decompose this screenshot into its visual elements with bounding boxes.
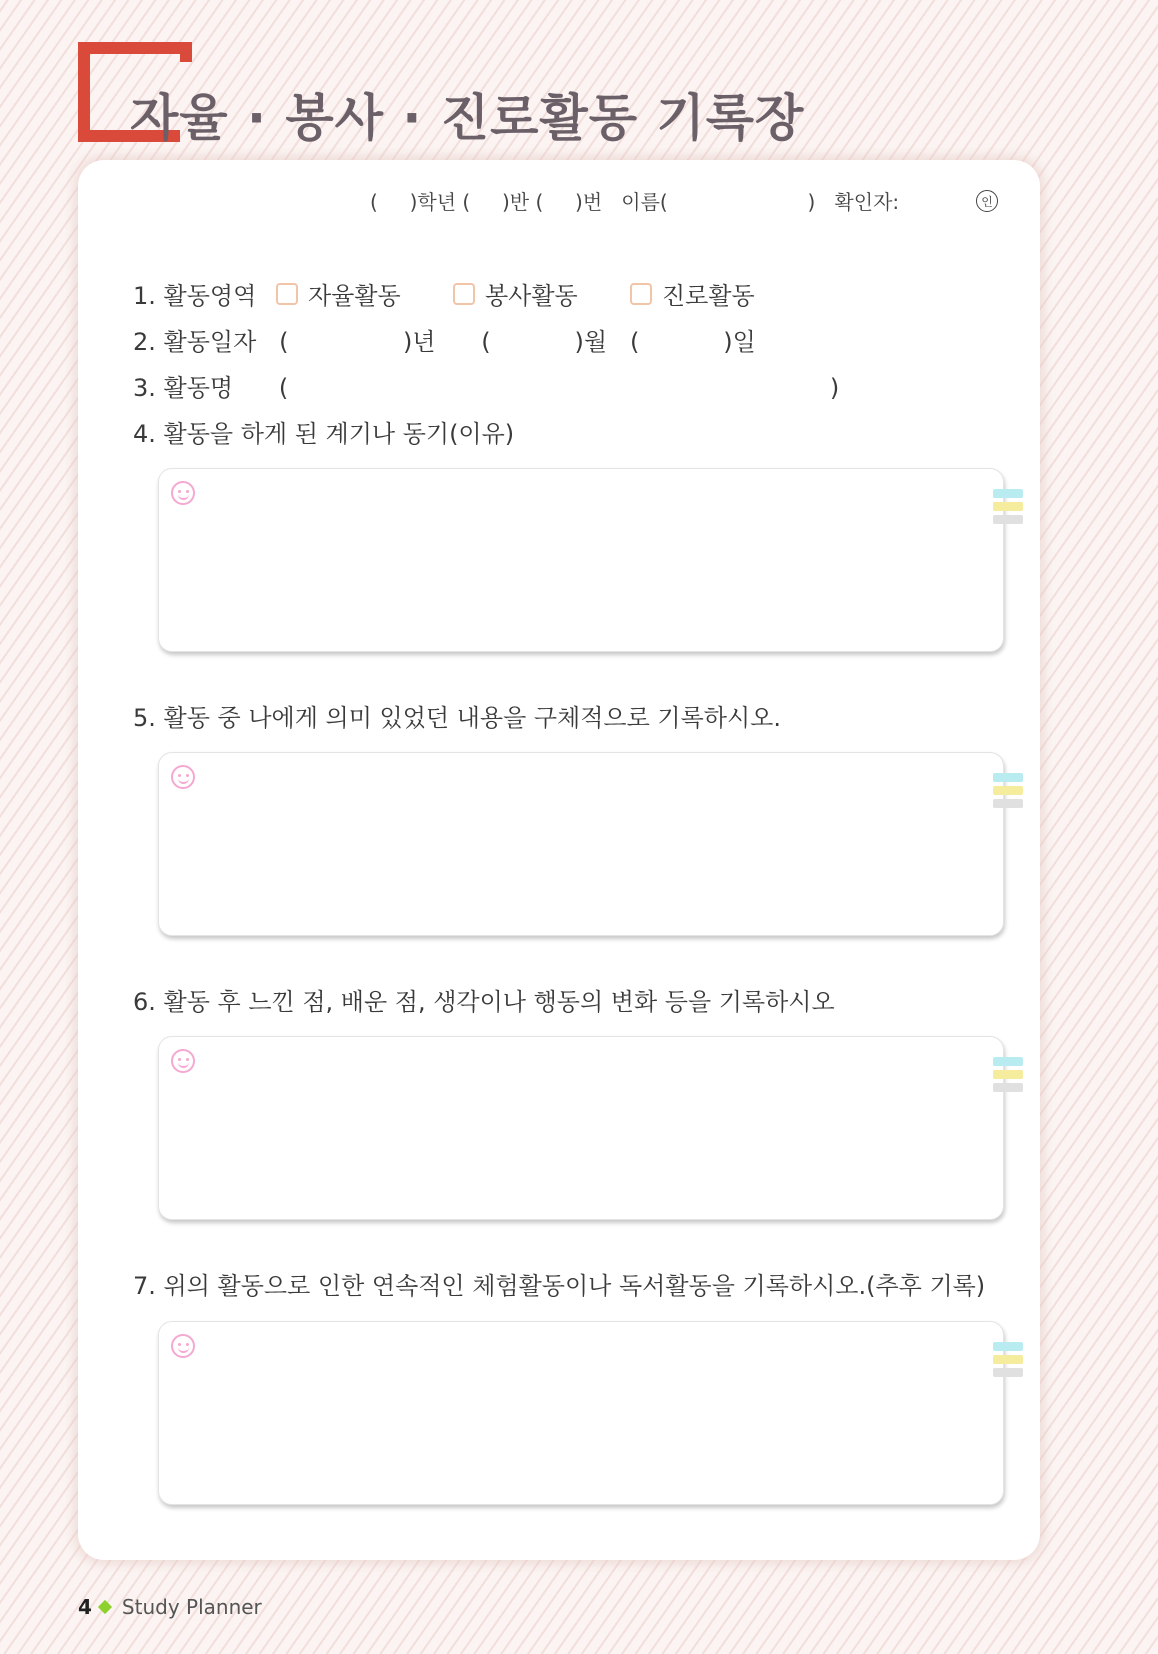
index-tabs-decoration bbox=[993, 1057, 1025, 1101]
student-info-line: ( )학년 ( )반 ( )번 이름( ) 확인자: bbox=[370, 190, 900, 214]
answer-box-4[interactable] bbox=[158, 468, 1004, 652]
answer-box-5[interactable] bbox=[158, 752, 1004, 936]
activity-name-row: 3. 활동명 ( ) bbox=[133, 374, 840, 402]
question-4: 4. 활동을 하게 된 계기나 동기(이유) bbox=[133, 420, 515, 448]
option-label: 진로활동 bbox=[662, 282, 755, 310]
page-footer bbox=[78, 1595, 262, 1619]
checkbox-autonomous[interactable] bbox=[276, 283, 298, 305]
option-career[interactable] bbox=[630, 276, 755, 311]
question-5: 5. 활동 중 나에게 의미 있었던 내용을 구체적으로 기록하시오. bbox=[133, 704, 781, 732]
activity-date-row: 2. 활동일자 ( )년 ( )월 ( )일 bbox=[133, 328, 756, 356]
option-autonomous[interactable] bbox=[276, 276, 401, 311]
answer-box-7[interactable] bbox=[158, 1321, 1004, 1505]
smiley-icon bbox=[171, 481, 195, 505]
seal-mark: 인 bbox=[976, 190, 998, 212]
smiley-icon bbox=[171, 765, 195, 789]
index-tabs-decoration bbox=[993, 489, 1025, 533]
smiley-icon bbox=[171, 1049, 195, 1073]
index-tabs-decoration bbox=[993, 1342, 1025, 1386]
diamond-icon bbox=[98, 1600, 112, 1614]
option-volunteer[interactable] bbox=[453, 276, 578, 311]
checkbox-volunteer[interactable] bbox=[453, 283, 475, 305]
question-6: 6. 활동 후 느낀 점, 배운 점, 생각이나 행동의 변화 등을 기록하시오 bbox=[133, 988, 835, 1016]
smiley-icon bbox=[171, 1334, 195, 1358]
page-title: 자율 · 봉사 · 진로활동 기록장 bbox=[130, 89, 805, 147]
checkbox-career[interactable] bbox=[630, 283, 652, 305]
option-label: 자율활동 bbox=[308, 282, 401, 310]
footer-label: Study Planner bbox=[121, 1595, 262, 1619]
page-number: 4 bbox=[78, 1595, 92, 1619]
index-tabs-decoration bbox=[993, 773, 1025, 817]
activity-area-label: 1. 활동영역 bbox=[133, 282, 257, 310]
answer-box-6[interactable] bbox=[158, 1036, 1004, 1220]
question-7: 7. 위의 활동으로 인한 연속적인 체험활동이나 독서활동을 기록하시오.(추후 기록) bbox=[133, 1272, 986, 1300]
option-label: 봉사활동 bbox=[485, 282, 578, 310]
